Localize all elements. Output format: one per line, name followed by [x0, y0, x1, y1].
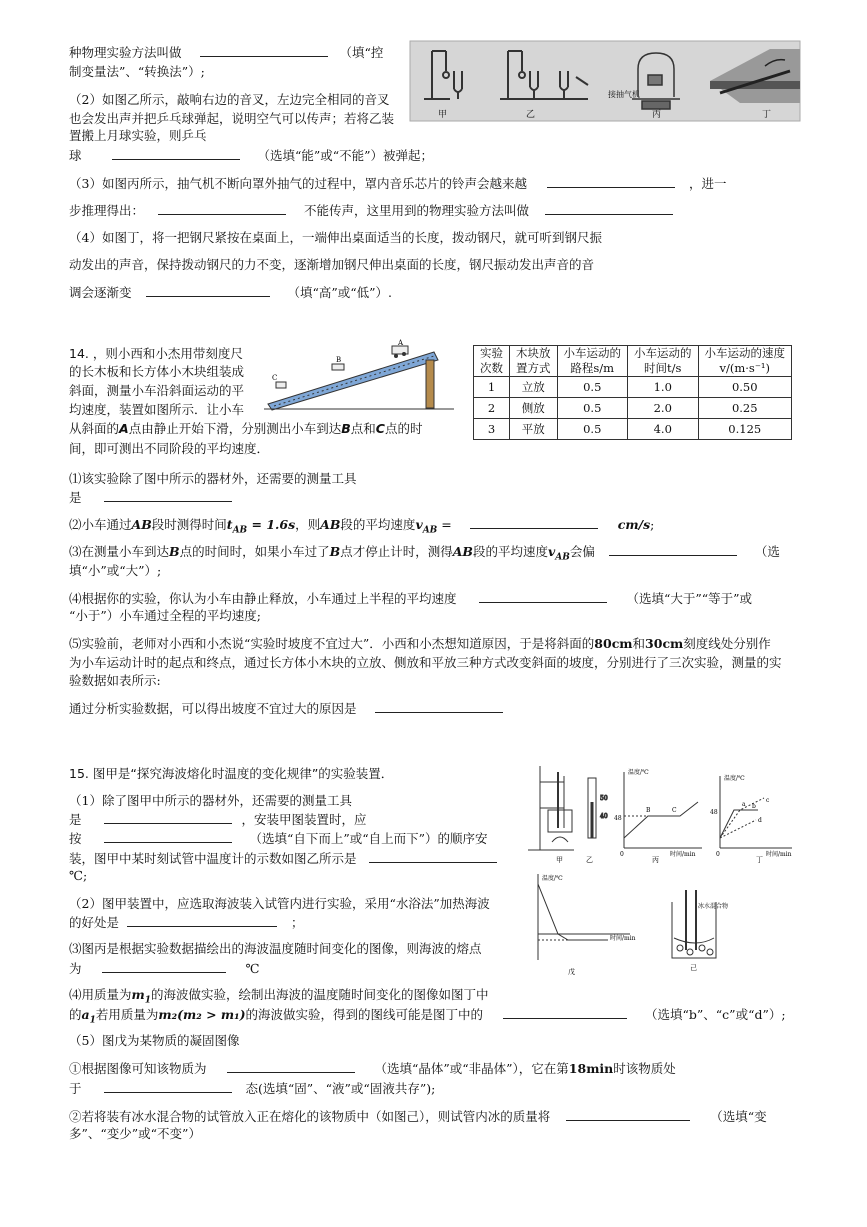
- q15-p3-line1: ⑶图丙是根据实验数据描绘出的海波温度随时间变化的图像，则海波的熔点: [69, 941, 482, 956]
- q14-s1-line1: ⑴该实验除了图中所示的器材外，还需要的测量工具: [69, 471, 357, 486]
- svg-text:48: 48: [710, 809, 718, 816]
- q15-p1-line5: ℃;: [69, 868, 88, 883]
- q14-s1-line2: 是: [69, 489, 232, 506]
- answer-blank-water-bath[interactable]: [127, 914, 277, 927]
- answer-blank-curve[interactable]: [503, 1006, 627, 1019]
- svg-text:甲: 甲: [556, 856, 563, 864]
- cart-icon: [392, 346, 408, 358]
- incline-figure: [264, 340, 454, 410]
- beaker-ice-water-icon: [672, 890, 716, 958]
- q13-p4-line2: 动发出的声音，保持拨动钢尺的力不变，逐渐增加钢尺伸出桌面的长度，钢尺振动发出声音的音: [69, 257, 595, 272]
- q14-s2: ⑵小车通过AB段时测得时间$t_{AB} = 1.6s$，则AB段的平均速度$v_{AB} = cm/s$;: [69, 517, 655, 536]
- q15-p6-line1: ②若将装有冰水混合物的试管放入正在熔化的该物质中（如图己），则试管内冰的质量将 （选填“变: [69, 1109, 767, 1124]
- q14-s3-line1: ⑶在测量小车到达B点的时间时，如果小车过了B点才停止计时，测得AB段的平均速度$v_{AB}$会偏 （选: [69, 544, 780, 563]
- q13-p2-line2: 也会发出声并把乒乓球弹起，说明空气可以传声；若将乙装: [69, 111, 395, 126]
- answer-blank-crystal[interactable]: [227, 1060, 355, 1073]
- svg-text:B: B: [336, 356, 342, 364]
- wood-block: [426, 360, 434, 408]
- answer-blank-method[interactable]: [200, 44, 328, 57]
- svg-text:时间/min: 时间/min: [766, 851, 792, 858]
- graph-wu: [538, 874, 630, 960]
- q15-p1-line3: 按 （选填“自下而上”或“自上而下”）的顺序安: [69, 831, 488, 846]
- q15-p5-line1: ①根据图像可知该物质为 （选填“晶体”或“非晶体”），它在第18min时该物质处: [69, 1061, 676, 1076]
- svg-text:48: 48: [614, 815, 622, 822]
- svg-text:温度/℃: 温度/℃: [724, 775, 745, 782]
- q15-p1-line2: 是 ，安装甲图装置时，应: [69, 812, 367, 827]
- marker-c: [276, 382, 286, 388]
- answer-blank-pitch[interactable]: [146, 284, 270, 297]
- svg-text:丁: 丁: [756, 856, 763, 864]
- q15-figures: [520, 762, 810, 976]
- table-row: 2 侧放 0.5 2.0 0.25: [474, 398, 792, 419]
- fig-label-bing: 丙: [652, 110, 662, 120]
- svg-text:C: C: [272, 374, 278, 382]
- q14-s4-line1: ⑷根据你的实验，你认为小车由静止释放，小车通过上半程的平均速度 （选填“大于”“等于”或: [69, 591, 753, 606]
- q14-intro-3: 斜面，测量小车沿斜面运动的平: [69, 383, 245, 398]
- svg-text:c: c: [766, 797, 770, 804]
- svg-text:时间/min: 时间/min: [670, 851, 696, 858]
- svg-text:温度/℃: 温度/℃: [542, 875, 563, 882]
- q13-line2: 制变量法”、“转换法”）;: [69, 64, 205, 79]
- svg-text:乙: 乙: [586, 856, 593, 864]
- answer-blank-sound-level[interactable]: [547, 175, 675, 188]
- answer-blank-tool[interactable]: [104, 489, 232, 502]
- answer-blank-compare[interactable]: [479, 590, 607, 603]
- thermometer-icon: [588, 778, 608, 838]
- table-row: 1 立放 0.5 1.0 0.50: [474, 377, 792, 398]
- q15-p2-line2: 的好处是 ；: [69, 915, 304, 930]
- q13-p3-line1: （3）如图丙所示，抽气机不断向罩外抽气的过程中，罩内音乐芯片的铃声会越来越 ，进一: [69, 176, 727, 191]
- graph-bing: [624, 772, 702, 848]
- fig-label-yi: 乙: [526, 110, 536, 120]
- answer-blank-melting-point[interactable]: [102, 960, 226, 973]
- svg-text:丙: 丙: [652, 856, 659, 864]
- answer-blank-state[interactable]: [104, 1080, 232, 1093]
- q14-intro-2: 的长木板和长方体小木块组装成: [69, 364, 245, 379]
- q13-p4-line3: 调会逐渐变 （填“高”或“低”）.: [69, 285, 393, 300]
- q15-p3-line2: 为 ℃: [69, 961, 260, 976]
- q14-s5-line1: ⑸实验前，老师对小西和小杰说“实验时坡度不宜过大”．小西和小杰想知道原因，于是将斜面的80cm和30cm刻度线处分别作: [69, 636, 771, 651]
- q14-s5-line3: 验数据如表所示:: [69, 673, 161, 688]
- q14-s5-line2: 为小车运动计时的起点和终点，通过长方体小木块的立放、侧放和平放三种方式改变斜面的坡度，分别进行了三次实验，测量的实: [69, 655, 782, 670]
- svg-text:b: b: [752, 803, 756, 810]
- graph-ding: [720, 776, 792, 848]
- heating-apparatus-icon: [528, 766, 574, 850]
- q15-p4-line1: ⑷用质量为$m_1$的海波做实验，绘制出海波的温度随时间变化的图像如图丁中: [69, 987, 489, 1006]
- q14-intro-4: 均速度，装置如图所示．让小车: [69, 402, 245, 417]
- svg-text:40: 40: [600, 813, 608, 820]
- q13-p4-line1: （4）如图丁，将一把钢尺紧按在桌面上，一端伸出桌面适当的长度，拨动钢尺，就可听到钢尺振: [69, 230, 602, 245]
- pump-label: 接抽气机: [608, 90, 640, 99]
- q13-figure-strip: [410, 41, 800, 121]
- q15-p5: （5）图戊为某物质的凝固图像: [69, 1033, 240, 1048]
- svg-text:C: C: [672, 807, 677, 814]
- answer-blank-velocity[interactable]: [470, 516, 598, 529]
- answer-blank-vacuum[interactable]: [158, 202, 286, 215]
- answer-blank-temp-reading[interactable]: [369, 850, 497, 863]
- answer-blank-method2[interactable]: [545, 202, 673, 215]
- q13-p2-line4: 球 （选填“能”或“不能”）被弹起；: [69, 148, 434, 163]
- fig-label-ding: 丁: [762, 110, 772, 120]
- q15-p1-line4: 装，图甲中某时刻试管中温度计的示数如图乙所示是: [69, 850, 497, 867]
- svg-text:d: d: [758, 817, 762, 824]
- q14-s4-line2: “小于”）小车通过全程的平均速度;: [69, 608, 261, 623]
- svg-text:温度/℃: 温度/℃: [628, 769, 649, 776]
- fig-label-jia: 甲: [438, 110, 448, 120]
- answer-blank-bounce[interactable]: [112, 147, 240, 160]
- answer-blank-tool2[interactable]: [104, 811, 232, 824]
- svg-text:0: 0: [620, 851, 624, 858]
- answer-blank-ice-mass[interactable]: [566, 1108, 690, 1121]
- q14-intro-5: 从斜面的A点由静止开始下滑，分别测出小车到达B点和C点的时: [69, 421, 423, 436]
- svg-text:50: 50: [600, 795, 608, 802]
- q13-p2-line3: 置搬上月球实验，则乒乓: [69, 128, 207, 143]
- q15-p6-line2: 多”、“变少”或“不变”）: [69, 1126, 201, 1141]
- marker-b: [332, 364, 344, 370]
- svg-text:戊: 戊: [568, 968, 575, 976]
- svg-text:A: A: [398, 339, 404, 347]
- q14-intro-1: 14. ，则小西和小杰用带刻度尺: [69, 346, 243, 361]
- q13-p2-line1: （2）如图乙所示，敲响右边的音叉，左边完全相同的音叉: [69, 92, 390, 107]
- q13-p3-line2: 步推理得出： 不能传声，这里用到的物理实验方法叫做: [69, 202, 673, 219]
- q15-p5-line2: 于 态(选填“固”、“液”或“固液共存”);: [69, 1081, 436, 1096]
- answer-blank-reason[interactable]: [375, 700, 503, 713]
- q15-title: 15. 图甲是“探究海波熔化时温度的变化规律”的实验装置．: [69, 766, 394, 781]
- q14-data-table: [473, 345, 792, 440]
- table-row: 3 平放 0.5 4.0 0.125: [474, 419, 792, 440]
- svg-text:己: 己: [690, 964, 697, 972]
- q15-p2-line1: （2）图甲装置中，应选取海波装入试管内进行实验，采用“水浴法”加热海波: [69, 896, 490, 911]
- incline-board: [268, 352, 438, 410]
- svg-text:0: 0: [716, 851, 720, 858]
- q14-intro-6: 间，即可测出不同阶段的平均速度．: [69, 441, 270, 456]
- answer-blank-bias[interactable]: [609, 543, 737, 556]
- svg-text:B: B: [646, 807, 651, 814]
- q13-line1: 种物理实验方法叫做 （填“控: [69, 45, 384, 60]
- q15-p1-line1: （1）除了图甲中所示的器材外，还需要的测量工具: [69, 793, 352, 808]
- q14-s3-line2: 填“小”或“大”）;: [69, 563, 162, 578]
- svg-text:时间/min: 时间/min: [610, 935, 636, 942]
- answer-blank-order[interactable]: [104, 830, 232, 843]
- q14-s6: 通过分析实验数据，可以得出坡度不宜过大的原因是: [69, 700, 503, 717]
- table-header-row: 实验 次数 木块放 置方式 小车运动的 路程s/m 小车运动的 时间t/s 小车运动的速度 v/(m·s⁻¹): [474, 346, 792, 377]
- svg-text:a: a: [742, 801, 746, 808]
- svg-text:冰水混合物: 冰水混合物: [698, 903, 729, 910]
- q15-p4-line2: 的$a_1$若用质量为m₂(m₂ > m₁)的海波做实验，得到的图线可能是图丁中的 （选填“b”、“c”或“d”）;: [69, 1007, 786, 1026]
